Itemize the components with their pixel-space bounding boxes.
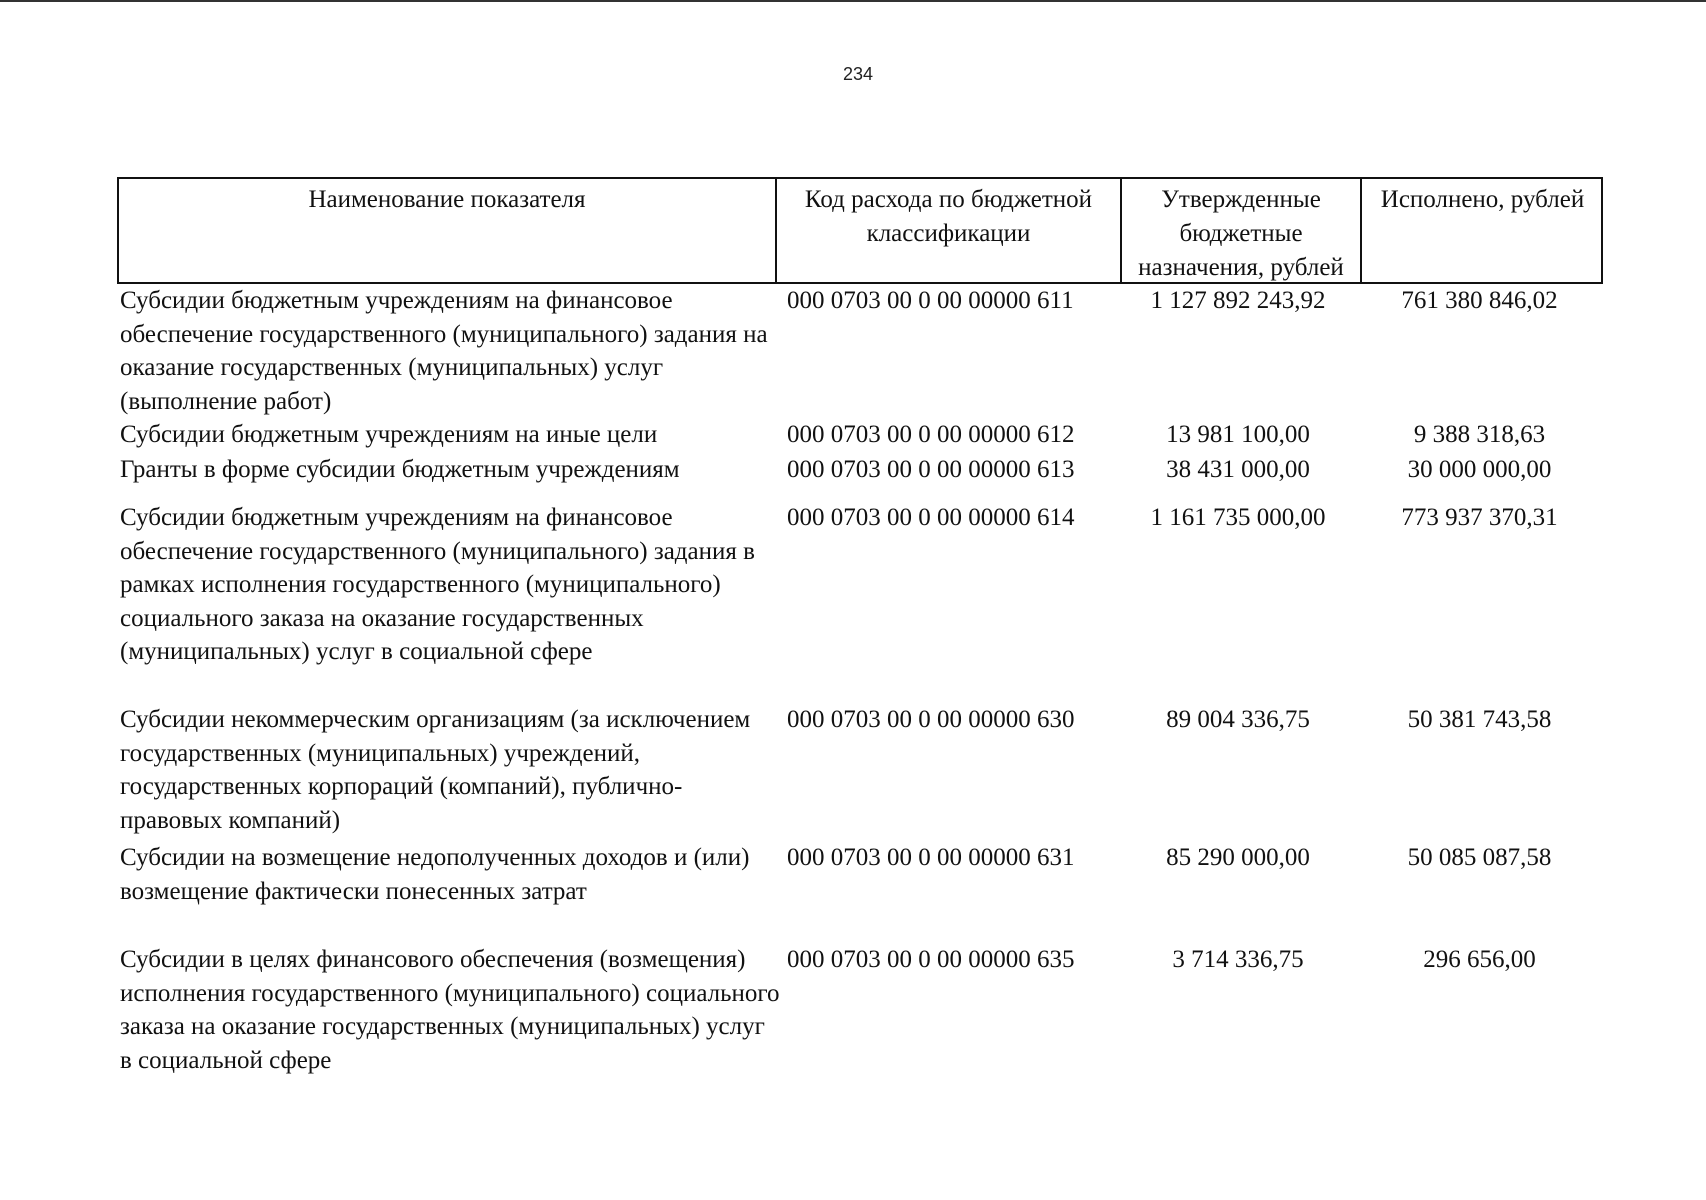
row-approved: 1 161 735 000,00 <box>1150 504 1326 531</box>
row-name: Субсидии в целях финансового обеспечения (возмещения) исполнения государственного (муниципального) социального заказа на оказание государственных (муниципальных) услуг в социальной сфере <box>120 946 780 1074</box>
row-code: 000 0703 00 0 00 00000 611 <box>787 287 1074 314</box>
row-executed: 296 656,00 <box>1423 946 1536 973</box>
row-executed: 50 085 087,58 <box>1407 844 1552 871</box>
table-header <box>117 177 1603 284</box>
header-approved: Утвержденные бюджетные назначения, рублей <box>1120 179 1360 282</box>
row-name: Субсидии на возмещение недополученных доходов и (или) возмещение фактически понесенных затрат <box>120 844 750 905</box>
budget-table <box>117 177 1603 1074</box>
row-approved: 1 127 892 243,92 <box>1150 287 1326 314</box>
row-name: Субсидии бюджетным учреждениям на финансовое обеспечение государственного (муниципального) задания в рамках исполнения государственного (муниципального) социального заказа на оказание государственных (муниципальных) услуг в социальной сфере <box>120 504 755 665</box>
row-approved: 89 004 336,75 <box>1166 706 1310 733</box>
row-name: Субсидии бюджетным учреждениям на иные цели <box>120 421 658 448</box>
page-number: 234 <box>842 64 874 84</box>
header-indicator-name: Наименование показателя <box>308 186 586 213</box>
row-code: 000 0703 00 0 00 00000 613 <box>787 456 1075 483</box>
row-code: 000 0703 00 0 00 00000 614 <box>787 504 1075 531</box>
header-executed: Исполнено, рублей <box>1360 179 1603 282</box>
row-approved: 13 981 100,00 <box>1166 421 1310 448</box>
row-executed: 30 000 000,00 <box>1407 456 1552 483</box>
row-name: Субсидии бюджетным учреждениям на финансовое обеспечение государственного (муниципального) задания на оказание государственных (муниципальных) услуг (выполнение работ) <box>120 287 768 415</box>
row-executed: 761 380 846,02 <box>1401 287 1558 314</box>
scan-edge <box>0 0 1706 2</box>
row-code: 000 0703 00 0 00 00000 631 <box>787 844 1075 871</box>
row-executed: 9 388 318,63 <box>1413 421 1546 448</box>
row-name: Гранты в форме субсидии бюджетным учреждениям <box>120 456 680 483</box>
row-executed: 50 381 743,58 <box>1407 706 1552 733</box>
row-executed: 773 937 370,31 <box>1401 504 1558 531</box>
row-approved: 85 290 000,00 <box>1166 844 1310 871</box>
row-code: 000 0703 00 0 00 00000 630 <box>787 706 1075 733</box>
row-code: 000 0703 00 0 00 00000 612 <box>787 421 1075 448</box>
header-budget-code: Код расхода по бюджетной классификации <box>775 179 1120 282</box>
row-code: 000 0703 00 0 00 00000 635 <box>787 946 1075 973</box>
row-name: Субсидии некоммерческим организациям (за исключением государственных (муниципальных) учреждений, государственных корпораций (компаний), публично-правовых компаний) <box>120 706 751 834</box>
row-approved: 3 714 336,75 <box>1172 946 1304 973</box>
row-approved: 38 431 000,00 <box>1166 456 1310 483</box>
